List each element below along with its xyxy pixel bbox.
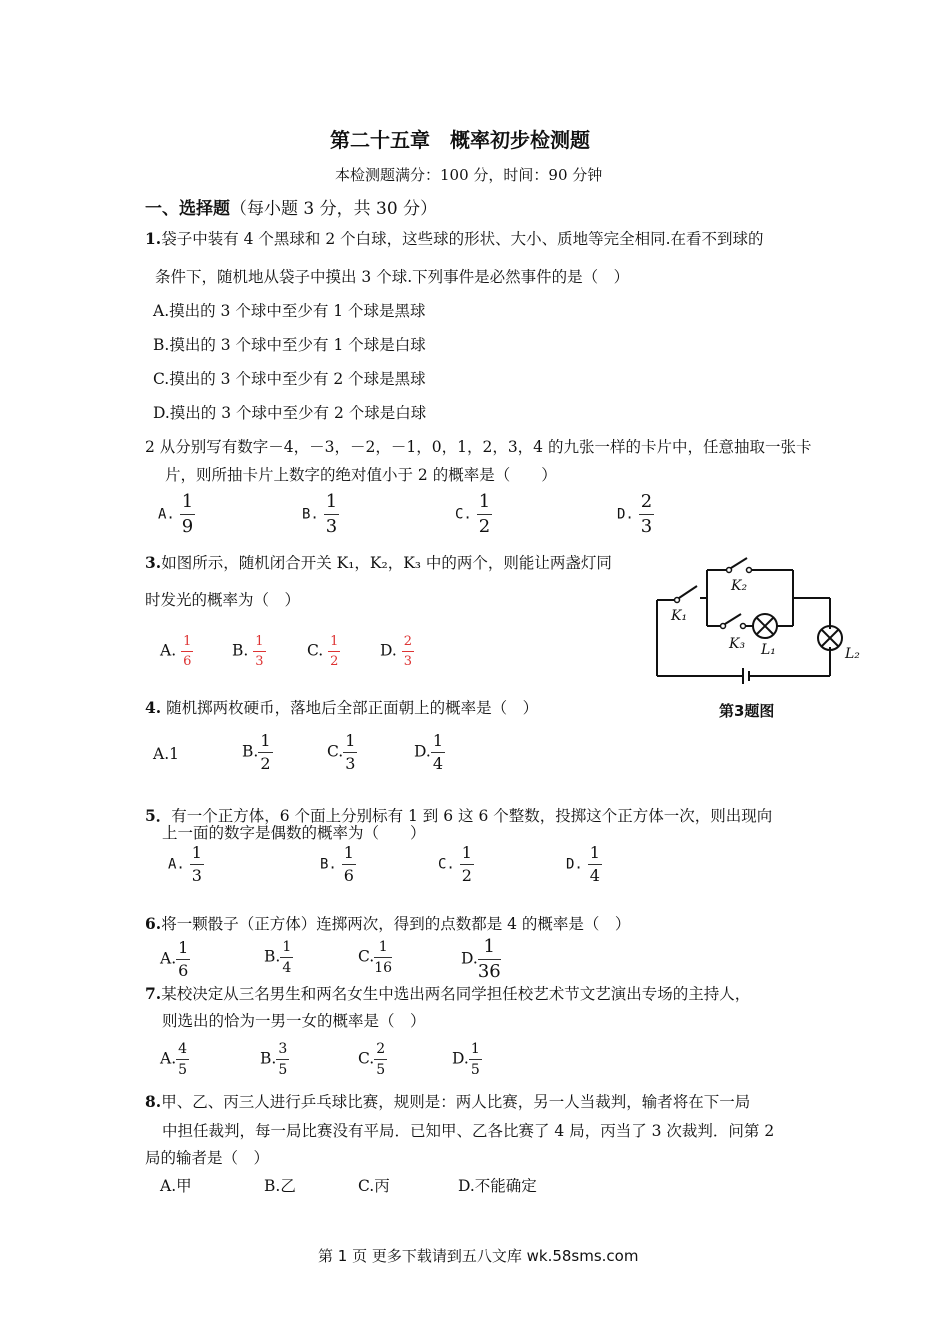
question-3-line-1 <box>145 553 612 573</box>
denominator: 5 <box>178 1062 188 1078</box>
denominator: 4 <box>432 754 443 773</box>
denominator: 3 <box>640 516 653 537</box>
denominator: 36 <box>477 961 501 982</box>
question-3-option-a <box>160 635 193 668</box>
numerator: 1 <box>253 635 265 652</box>
numerator: 1 <box>343 733 357 753</box>
question-2-line-1: 2 从分别写有数字－4，－3，－2，－1，0，1，2，3，4 的九张一样的卡片中，任意抽取一张卡 <box>145 438 812 456</box>
circuit-diagram <box>645 550 875 690</box>
option-label: B. <box>264 947 281 966</box>
denominator: 5 <box>376 1062 386 1078</box>
option-label: A. <box>168 856 185 873</box>
numerator: 3 <box>276 1042 289 1060</box>
option-label: A. <box>160 641 177 660</box>
question-5-number: 5． <box>145 806 172 825</box>
option-label: B. <box>320 856 337 873</box>
fraction <box>402 635 414 668</box>
numerator: 2 <box>402 635 414 652</box>
numerator: 1 <box>258 733 272 753</box>
numerator: 1 <box>588 845 602 865</box>
numerator: 1 <box>180 493 195 515</box>
question-7-line-2: 则选出的恰为一男一女的概率是（ ） <box>162 1012 426 1030</box>
k1-label: K₁ <box>671 608 688 624</box>
section-note: （每小题 3 分，共 30 分） <box>230 199 438 219</box>
denominator: 6 <box>343 866 354 885</box>
option-label: C. <box>358 1049 375 1068</box>
question-7-line-1 <box>145 984 750 1004</box>
denominator: 16 <box>374 960 393 976</box>
fraction <box>477 493 492 536</box>
question-8-option-b: B.乙 <box>264 1177 296 1195</box>
question-8-text: 甲、乙、丙三人进行乒乓球比赛，规则是：两人比赛，另一人当裁判，输者将在下一局 <box>161 1093 751 1111</box>
question-8-number: 8. <box>145 1092 162 1111</box>
question-4-option-b <box>242 733 273 772</box>
numerator: 1 <box>477 493 492 515</box>
numerator: 1 <box>280 940 293 958</box>
option-label: D. <box>380 641 397 660</box>
fraction <box>181 635 193 668</box>
numerator: 1 <box>478 938 501 960</box>
option-label: C. <box>358 947 375 966</box>
question-6-option-c <box>358 940 392 975</box>
question-5-line-2: 上一面的数字是偶数的概率为（ ） <box>162 824 426 842</box>
question-1-number: 1. <box>145 229 162 248</box>
question-7-text: 某校决定从三名男生和两名女生中选出两名同学担任校艺术节文艺演出专场的主持人， <box>161 985 751 1003</box>
fraction <box>328 635 340 668</box>
question-5-option-b <box>320 845 356 884</box>
question-2-option-d <box>617 493 654 536</box>
denominator: 6 <box>178 961 189 980</box>
denominator: 5 <box>470 1062 480 1078</box>
question-1-option-c: C.摸出的 3 个球中至少有 2 个球是黑球 <box>153 370 426 388</box>
k3-label: K₃ <box>729 636 746 652</box>
denominator: 2 <box>330 654 339 669</box>
option-label: D. <box>452 1049 469 1068</box>
denominator: 6 <box>183 654 192 669</box>
fraction <box>374 940 392 975</box>
option-label: A. <box>160 1049 177 1068</box>
question-8-line-2: 中担任裁判，每一局比赛没有平局．已知甲、乙各比赛了 4 局，丙当了 3 次裁判．问第 2 <box>162 1122 775 1140</box>
question-3-option-b <box>232 635 266 668</box>
k3-blade <box>725 614 741 624</box>
fraction <box>478 938 501 981</box>
option-label: A. <box>160 949 177 968</box>
fraction <box>374 1042 387 1077</box>
question-1-text: 袋子中装有 4 个黑球和 2 个白球，这些球的形状、大小、质地等完全相同.在看不到球的 <box>161 230 764 248</box>
fraction <box>176 940 190 979</box>
section-heading <box>145 194 437 219</box>
question-7-option-a <box>160 1042 189 1077</box>
option-label: B. <box>242 742 259 761</box>
question-6-number: 6. <box>145 914 162 933</box>
fraction <box>460 845 474 884</box>
fraction <box>253 635 265 668</box>
numerator: 1 <box>469 1042 482 1060</box>
numerator: 2 <box>639 493 654 515</box>
l2-label: L₂ <box>845 646 860 662</box>
numerator: 1 <box>328 635 340 652</box>
numerator: 1 <box>324 493 339 515</box>
question-1-line-1 <box>145 229 764 249</box>
question-7-option-b <box>260 1042 289 1077</box>
question-7-option-d <box>452 1042 482 1077</box>
option-label: D. <box>617 506 634 523</box>
option-label: D. <box>461 949 478 968</box>
l1-label: L₁ <box>761 642 776 658</box>
question-4-option-d <box>414 733 445 772</box>
option-label: A. <box>158 506 175 523</box>
option-label: B. <box>302 506 319 523</box>
denominator: 2 <box>260 754 271 773</box>
question-8-option-d: D.不能确定 <box>458 1177 537 1195</box>
numerator: 1 <box>176 940 190 960</box>
fraction <box>469 1042 482 1077</box>
numerator: 1 <box>190 845 204 865</box>
k2-blade <box>731 558 747 568</box>
option-label: D. <box>566 856 583 873</box>
question-2-option-a <box>158 493 195 536</box>
denominator: 2 <box>478 516 491 537</box>
section-title: 一、选择题 <box>145 199 230 219</box>
k2-label: K₂ <box>731 578 748 594</box>
fraction <box>639 493 654 536</box>
question-4-text: 随机掷两枚硬币，落地后全部正面朝上的概率是（ ） <box>161 699 539 717</box>
denominator: 9 <box>181 516 194 537</box>
option-label: C. <box>307 641 324 660</box>
option-label: B. <box>260 1049 277 1068</box>
question-6-option-d <box>461 938 501 981</box>
fraction <box>190 845 204 884</box>
fraction <box>324 493 339 536</box>
numerator: 1 <box>460 845 474 865</box>
fraction <box>343 733 357 772</box>
option-label: D. <box>414 742 431 761</box>
k1-blade <box>679 586 697 598</box>
question-7-option-c <box>358 1042 387 1077</box>
question-3-number: 3. <box>145 553 162 572</box>
question-2-option-c <box>455 493 492 536</box>
option-label: C. <box>327 742 344 761</box>
question-6-line <box>145 914 630 934</box>
denominator: 3 <box>255 654 264 669</box>
option-label: C. <box>438 856 455 873</box>
question-6-option-a <box>160 940 190 979</box>
denominator: 3 <box>325 516 338 537</box>
denominator: 2 <box>461 866 472 885</box>
numerator: 1 <box>181 635 193 652</box>
question-3-option-d <box>380 635 414 668</box>
numerator: 2 <box>374 1042 387 1060</box>
denominator: 3 <box>345 754 356 773</box>
page-title: 第二十五章 概率初步检测题 <box>330 128 590 152</box>
question-5-option-d <box>566 845 602 884</box>
question-4-line <box>145 698 538 718</box>
page-subtitle: 本检测题满分：100 分，时间：90 分钟 <box>335 166 603 184</box>
numerator: 1 <box>342 845 356 865</box>
question-5-option-a <box>168 845 204 884</box>
question-1-option-a: A.摸出的 3 个球中至少有 1 个球是黑球 <box>153 302 426 320</box>
fraction <box>342 845 356 884</box>
denominator: 3 <box>191 866 202 885</box>
question-1-line-2: 条件下，随机地从袋子中摸出 3 个球.下列事件是必然事件的是（ ） <box>155 268 630 286</box>
fraction <box>258 733 272 772</box>
question-2-option-b <box>302 493 339 536</box>
numerator: 1 <box>431 733 445 753</box>
question-5-option-c <box>438 845 474 884</box>
fraction <box>180 493 195 536</box>
question-2-line-2: 片，则所抽卡片上数字的绝对值小于 2 的概率是（ ） <box>165 466 557 484</box>
page-footer: 第 1 页 更多下载请到五八文库 wk.58sms.com <box>318 1247 639 1265</box>
question-7-number: 7. <box>145 984 162 1003</box>
question-3-line-2: 时发光的概率为（ ） <box>145 591 301 609</box>
question-8-option-c: C.丙 <box>358 1177 390 1195</box>
denominator: 5 <box>278 1062 288 1078</box>
question-8-option-a: A.甲 <box>160 1177 192 1195</box>
question-3-text: 如图所示，随机闭合开关 K₁，K₂，K₃ 中的两个，则能让两盏灯同 <box>161 554 612 572</box>
fraction <box>588 845 602 884</box>
denominator: 3 <box>403 654 413 669</box>
fraction <box>280 940 293 975</box>
numerator: 4 <box>176 1042 189 1060</box>
option-label: C. <box>455 506 472 523</box>
question-1-option-b: B.摸出的 3 个球中至少有 1 个球是白球 <box>153 336 426 354</box>
denominator: 4 <box>282 960 292 976</box>
numerator: 1 <box>374 940 392 958</box>
figure-caption: 第3题图 <box>719 702 775 720</box>
question-8-line-1 <box>145 1092 750 1112</box>
question-4-option-a: A.1 <box>153 745 179 763</box>
option-label: B. <box>232 641 249 660</box>
question-6-option-b <box>264 940 293 975</box>
fraction <box>431 733 445 772</box>
question-8-line-3: 局的输者是（ ） <box>145 1149 270 1167</box>
question-4-number: 4. <box>145 698 162 717</box>
question-5-text: 有一个正方体，6 个面上分别标有 1 到 6 这 6 个整数，投掷这个正方体一次，则出现向 <box>171 807 773 825</box>
denominator: 4 <box>589 866 600 885</box>
question-4-option-c <box>327 733 357 772</box>
fraction <box>276 1042 289 1077</box>
question-3-option-c <box>307 635 340 668</box>
fraction <box>176 1042 189 1077</box>
question-1-option-d: D.摸出的 3 个球中至少有 2 个球是白球 <box>153 404 427 422</box>
question-6-text: 将一颗骰子（正方体）连掷两次，得到的点数都是 4 的概率是（ ） <box>161 915 631 933</box>
